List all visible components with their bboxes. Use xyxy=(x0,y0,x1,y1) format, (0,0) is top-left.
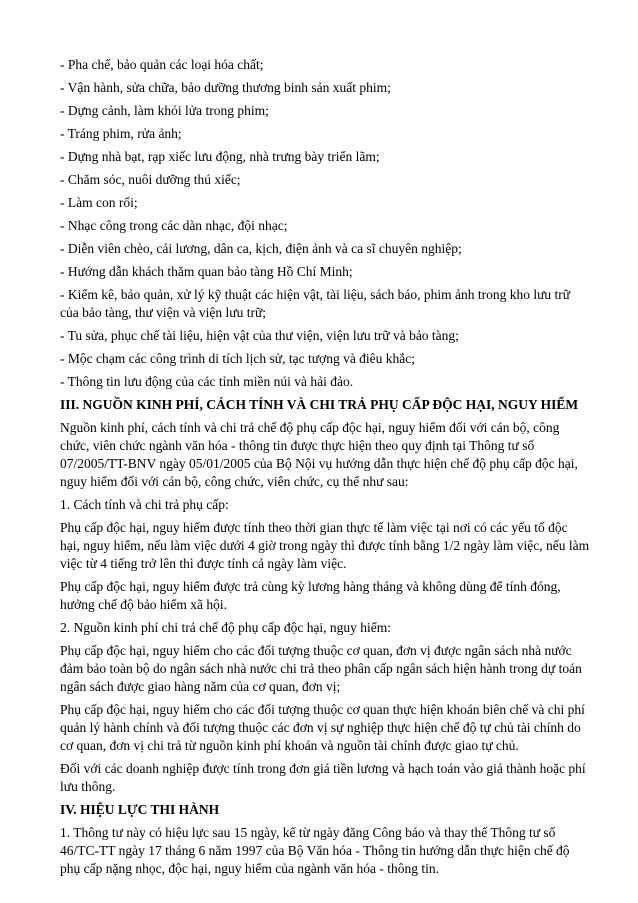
subsection-1-paragraph: Phụ cấp độc hại, nguy hiểm được trả cùng kỳ lương hàng tháng và không dùng để tính đóng, hưởng chế độ bảo hiểm xã hội. xyxy=(60,579,561,612)
list-item: - Tu sửa, phục chế tài liệu, hiện vật của thư viện, viện lưu trữ và bảo tàng; xyxy=(60,328,459,343)
section-3-intro: Nguồn kinh phí, cách tính và chi trả chế độ phụ cấp độc hại, nguy hiểm đối với cán bộ, công chức, viên chức ngành văn hóa - thông tin được thực hiện theo quy định tại Thông tư số 07/2005/TT-BNV ngày 05/01/2005 của Bộ Nội vụ hướng dẫn thực hiện chế độ phụ cấp độc hại, nguy hiểm đối với cán bộ, công chức, viên chức, cụ thể như sau: xyxy=(60,420,578,489)
list-item: - Vận hành, sửa chữa, bảo dưỡng thương binh sản xuất phim; xyxy=(60,80,391,95)
subsection-2-paragraph: Phụ cấp độc hại, nguy hiểm cho các đối tượng thuộc cơ quan thực hiện khoán biên chế và chi phí quản lý hành chính và đối tượng thuộc các đơn vị sự nghiệp thực hiện chế độ tự chủ tài chính do cơ quan, đơn vị chi trả từ nguồn kinh phí khoán và nguồn tài chính được giao tự chủ. xyxy=(60,702,585,753)
document-page xyxy=(60,56,590,883)
section-4-paragraph: 1. Thông tư này có hiệu lực sau 15 ngày, kể từ ngày đăng Công báo và thay thế Thông tư số 46/TC-TT ngày 17 tháng 6 năm 1997 của Bộ Văn hóa - Thông tin hướng dẫn thực hiện chế độ phụ cấp nặng nhọc, độc hại, nguy hiểm của ngành văn hóa - thông tin. xyxy=(60,825,570,876)
list-item: - Kiểm kê, bảo quản, xử lý kỹ thuật các hiện vật, tài liệu, sách báo, phim ảnh trong kho lưu trữ của bảo tàng, thư viện và viện lưu trữ; xyxy=(60,287,571,320)
list-item: - Hướng dẫn khách thăm quan bảo tàng Hồ Chí Minh; xyxy=(60,264,353,279)
list-item: - Dựng nhà bạt, rạp xiếc lưu động, nhà trưng bày triển lãm; xyxy=(60,149,380,164)
list-item: - Chăm sóc, nuôi dưỡng thú xiếc; xyxy=(60,172,241,187)
list-item: - Nhạc công trong các dàn nhạc, đội nhạc; xyxy=(60,218,288,233)
subsection-2-title: 2. Nguồn kinh phí chi trả chế độ phụ cấp độc hại, nguy hiểm: xyxy=(60,620,392,635)
list-item: - Làm con rối; xyxy=(60,195,138,210)
list-item: - Dựng cảnh, làm khói lửa trong phim; xyxy=(60,103,269,118)
section-4-heading: IV. HIỆU LỰC THI HÀNH xyxy=(60,802,220,817)
list-item: - Mộc chạm các công trình di tích lịch sử, tạc tượng và điêu khắc; xyxy=(60,351,416,366)
list-item: - Thông tin lưu động của các tỉnh miền núi và hải đảo. xyxy=(60,374,354,389)
list-item: - Pha chế, bảo quản các loại hóa chất; xyxy=(60,57,264,72)
subsection-1-title: 1. Cách tính và chi trả phụ cấp: xyxy=(60,497,229,512)
subsection-1-paragraph: Phụ cấp độc hại, nguy hiểm được tính theo thời gian thực tế làm việc tại nơi có các yếu tố độc hại, nguy hiểm, nếu làm việc dưới 4 giờ trong ngày thì được tính bằng 1/2 ngày làm việc, nếu làm việc từ 4 tiếng trở lên thì được tính cả ngày làm việc. xyxy=(60,520,590,571)
list-item: - Diễn viên chèo, cải lương, dân ca, kịch, điện ảnh và ca sĩ chuyên nghiệp; xyxy=(60,241,462,256)
list-item: - Tráng phim, rửa ảnh; xyxy=(60,126,182,141)
section-3-heading: III. NGUỒN KINH PHÍ, CÁCH TÍNH VÀ CHI TRẢ PHỤ CẤP ĐỘC HẠI, NGUY HIỂM xyxy=(60,397,579,412)
subsection-2-paragraph: Phụ cấp độc hại, nguy hiểm cho các đối tượng thuộc cơ quan, đơn vị được ngân sách nhà nước đảm bảo toàn bộ do ngân sách nhà nước chi trả theo phân cấp ngân sách hiện hành trong dự toán ngân sách được giao hàng năm của cơ quan, đơn vị; xyxy=(60,643,582,694)
subsection-2-paragraph: Đối với các doanh nghiệp được tính trong đơn giá tiền lương và hạch toán vào giá thành hoặc phí lưu thông. xyxy=(60,761,586,794)
